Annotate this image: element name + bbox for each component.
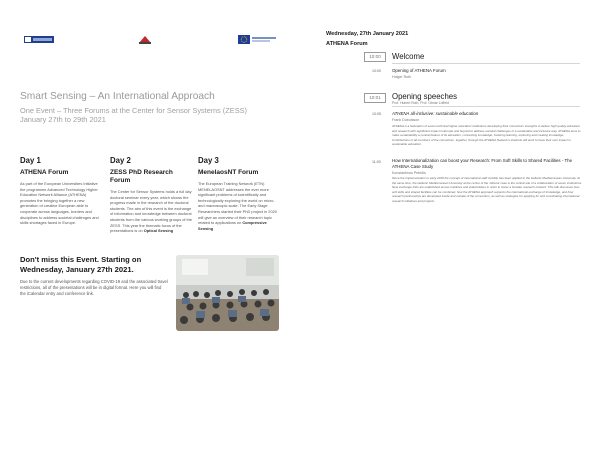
session-title: How Internationalization can boost your Research: From Soft Skills to Shared Facilities - The ATHENA Case Study (392, 158, 573, 169)
session-time: 10:05 (372, 112, 381, 116)
section-time-box: 10:01 (364, 93, 386, 103)
session-speaker: Frank Dubuisson (392, 118, 420, 122)
day-3-column (198, 156, 280, 231)
day-forum-name: MenelaosNT Forum (198, 169, 259, 176)
section-title: Welcome (392, 52, 425, 61)
section-time-box: 10:00 (364, 52, 386, 62)
day-forum-name: ZESS PhD Research Forum (110, 169, 173, 184)
athena-logo[interactable] (24, 34, 54, 45)
session-speaker: Konstantinos Petridis (392, 171, 426, 175)
page-title: Smart Sensing – An International Approach (20, 91, 215, 102)
session-title: Opening of ATHENA Forum (392, 68, 446, 73)
day-description-text: The European Training Network (ETN) MENELAOSNT addresses the ever more significant problems of scientifically and technologically exploring the world on micro- and macroscopic scale. The Early Stage Researchers started their PhD project in 2020 will give an overview of their research topic related to applications on (198, 181, 277, 226)
day-description-text: The Center for Sensor Systems holds a full day doctoral seminar every year, which shows the progress made in the research of the doctoral students. The aim of this event is the exchange of information and knowledge between doctoral students from the various working groups of the ZESS. This year the thematic focus of the presentations is on (110, 189, 192, 234)
session-description: ATHENA is a federation of seven technical higher education institutions developing their consortium strengths to deliver high quality education and research with significant impact in Europe and beyond to address societal challenges in a sustainable and inclusive way. ATHENA aims to make sustainability a central feature of its education, connecting knowledge, fostering learning, exploring and creating knowledge. Contributions of all members of the consortium, together, through the ATHENA Network's students will work to have their own impact in sustainable education. (392, 124, 581, 146)
logo-bar (20, 34, 280, 46)
day-2-column (110, 156, 192, 234)
day-description (198, 181, 280, 231)
day-1-column (20, 156, 102, 226)
conference-audience-photo (176, 255, 279, 331)
dont-miss-text: Due to the current developments regarding COVID-19 and the associated travel restrictions, all of the presentations will be in digital format. Here you will find the iCalendar entry and conference link. (20, 279, 168, 297)
session-speaker: Holger Roth (392, 75, 412, 79)
day-description (110, 189, 192, 234)
section-title: Opening speeches (392, 92, 458, 101)
eu-flag-logo[interactable] (238, 34, 278, 45)
section-speakers: Prof. Hubert Roth, Prof. Otmar Loffeld (392, 101, 449, 105)
day-focus-topic: Optical Sensing (143, 228, 174, 234)
day-label: Day 3 (198, 156, 219, 165)
day-focus-topic: Compressive Sensing (198, 220, 267, 231)
day-description (20, 181, 102, 226)
session-time: 10:00 (372, 69, 381, 73)
session-description: Since the implementation in early 2018 the concept of international staff mobility has been applied to the Hellenic Mediterranean University. At the same time, the Hellenic Mediterranean University at the centre of the 'Athena' case is the central site of a collaboration of seven institutions. New exchange links are established across institutes and stakeholders in order to foster a broader research network. This talk discusses how soft skills and shared facilities can be combined, how the ATHENA approach supports the international exchange of knowledge, and how research partnerships are developed inside and outside of the consortium, as well as strategies for applying for and coordinating international research initiatives and projects. (392, 176, 582, 203)
subtitle-line-1: One Event – Three Forums at the Center for Sensor Systems (ZESS) (20, 106, 248, 115)
section-divider (392, 63, 580, 64)
session-title: ATHENA all-inclusive: sustainable education (392, 111, 479, 116)
day-forum-name: ATHENA Forum (20, 169, 69, 176)
subtitle-line-2: January 27th to 29th 2021 (20, 115, 106, 124)
dont-miss-heading: Don't miss this Event. Starting on Wednesday, January 27th 2021. (20, 255, 142, 274)
page-subtitle (20, 106, 310, 124)
day-label: Day 1 (20, 156, 41, 165)
day-label: Day 2 (110, 156, 131, 165)
day-description-text: As part of the European Universities Initiative the programme Advanced Technology Higher Education Network Alliance (ATHENA) promotes the bringing together a new generation of creative European able to cooperate across languages, borders and disciplines to address societal challenges and skills shortages faced in Europe. (20, 181, 99, 226)
schedule-date: Wednesday, 27th January 2021 (326, 31, 409, 37)
schedule-forum: ATHENA Forum (326, 41, 368, 47)
session-time: 11:00 (372, 160, 381, 164)
partner-logo[interactable] (138, 34, 152, 45)
section-divider (392, 106, 580, 107)
